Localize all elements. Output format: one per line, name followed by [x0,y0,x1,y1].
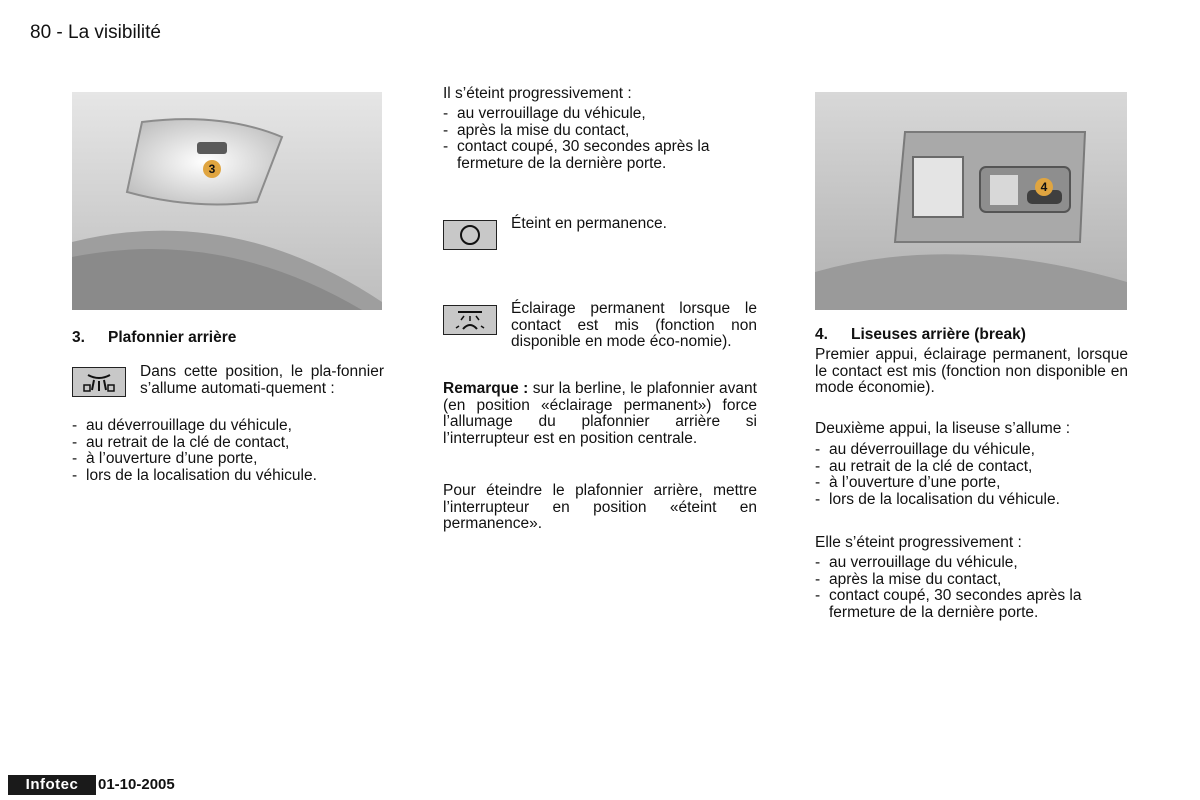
rear-ceiling-light-photo [72,92,382,310]
list-item: - au retrait de la clé de contact, [72,435,392,452]
reading-light-off-intro: Elle s’éteint progressivement : [815,534,1022,551]
list-item: - lors de la localisation du véhicule. [72,468,392,485]
circle-off-icon [458,223,482,247]
list-item: - contact coupé, 30 secondes après la fermeture de la dernière porte. [815,588,1128,621]
page-title: 80 - La visibilité [30,22,161,43]
list-item: - lors de la localisation du véhicule. [815,492,1128,509]
list-item: - à l’ouverture d’une porte, [815,475,1128,492]
list-item: - au retrait de la clé de contact, [815,459,1128,476]
second-press-intro: Deuxième appui, la liseuse s’allume : [815,420,1071,437]
section-number: 3. [72,329,85,346]
auto-on-list [72,418,392,484]
first-press-description: Premier appui, éclairage permanent, lorsque le contact est mis (fonction non disponible en mode économie). [815,346,1128,396]
reading-light-off-list [815,555,1128,621]
off-instruction: Pour éteindre le plafonnier arrière, mettre l’interrupteur en position «éteint en permanence». [443,482,757,532]
door-light-icon [82,371,116,393]
list-item: - au verrouillage du véhicule, [443,106,757,123]
list-item: - à l’ouverture d’une porte, [72,451,392,468]
section-title-rear-ceiling-light [72,330,392,347]
remark-text: sur la berline, le plafonnier avant (en position «éclairage permanent») force l’allumage du plafonnier arrière si l’interrupteur est en position centrale. [443,380,757,447]
section-number: 4. [815,326,828,343]
section-label: Plafonnier arrière [108,329,237,346]
list-item: - au verrouillage du véhicule, [815,555,1128,572]
remark-paragraph [443,381,757,447]
reading-light-on-list [815,442,1128,508]
auto-mode-description: Dans cette position, le pla-fonnier s’allume automati-quement : [140,363,384,397]
remark-label: Remarque : [443,380,529,397]
off-position-symbol [443,220,497,250]
rear-reading-lights-photo [815,92,1127,310]
door-courtesy-light-symbol [72,367,126,397]
section-label: Liseuses arrière (break) [851,326,1026,343]
section-title-rear-reading-lights [815,327,1135,344]
list-item: - après la mise du contact, [443,123,757,140]
lamp-on-icon [454,309,486,331]
permanent-on-symbol [443,305,497,335]
auto-off-list [443,106,757,172]
off-intro: Il s’éteint progressivement : [443,85,632,102]
callout-4: 4 [1035,178,1053,196]
permanent-on-description: Éclairage permanent lorsque le contact est mis (fonction non disponible en mode éco-nomie). [511,300,757,350]
infotec-logo: Infotec [8,775,96,795]
list-item: - après la mise du contact, [815,572,1128,589]
off-description: Éteint en permanence. [511,215,667,232]
callout-3: 3 [203,160,221,178]
list-item: - au déverrouillage du véhicule, [72,418,392,435]
footer-date: 01-10-2005 [98,776,175,793]
list-item: - contact coupé, 30 secondes après la fermeture de la dernière porte. [443,139,757,172]
list-item: - au déverrouillage du véhicule, [815,442,1128,459]
